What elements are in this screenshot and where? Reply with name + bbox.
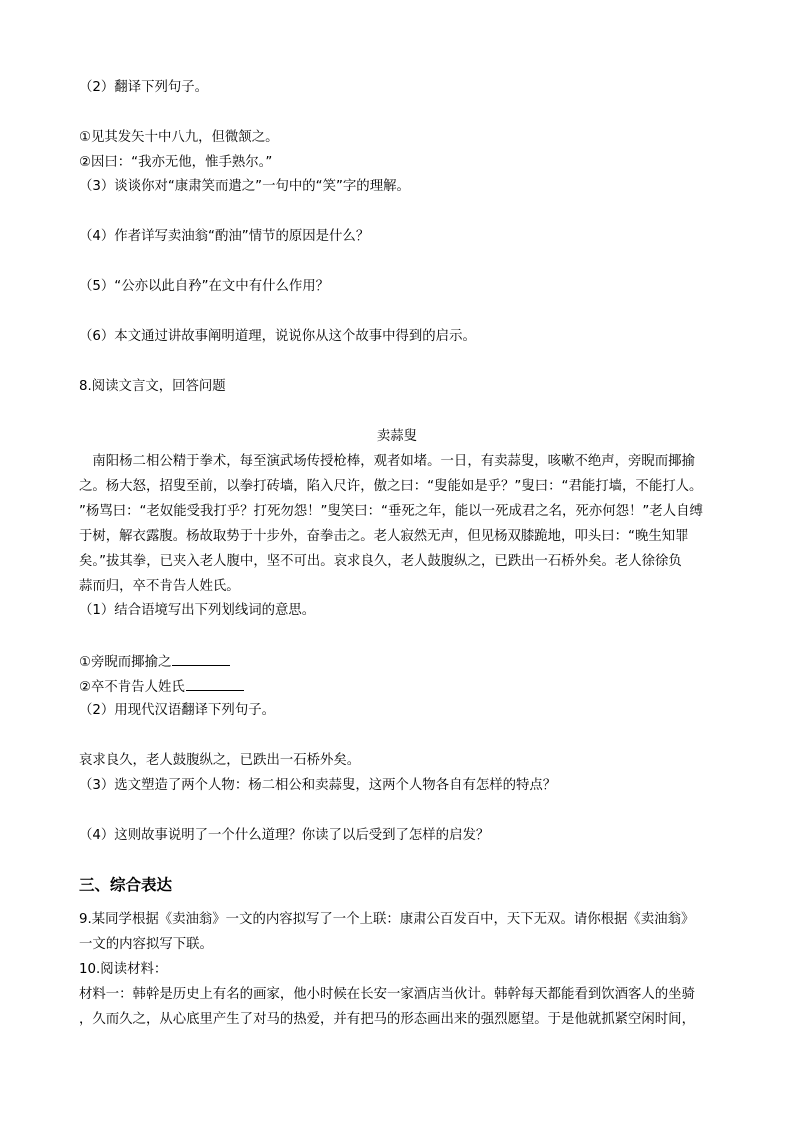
q8-sub2: （2）用现代汉语翻译下列句子。: [79, 703, 275, 718]
passage-line: 之。杨大怒，招叟至前，以拳打砖墙，陷入尺许，傲之曰：“叟能如是乎？”叟曰：“君能打墙，不能打人。: [79, 479, 703, 494]
passage-line: ”杨骂曰：“老奴能受我打乎？打死勿怨！”叟笑曰：“垂死之年，能以一死成君之名，死亦何怨！”老人自缚: [79, 504, 703, 519]
q8-sub1-item-2-text: ②卒不肯告人姓氏: [79, 680, 185, 695]
q8-sub4: （4）这则故事说明了一个什么道理？你读了以后受到了怎样的启发？: [79, 828, 490, 843]
q8-sub1-item-1: [79, 651, 230, 673]
passage-line: 南阳杨二相公精于拳术，每至演武场传授枪棒，观者如堵。一日，有卖蒜叟，咳嗽不绝声，旁睨而揶揄: [79, 454, 695, 469]
q7-sub6: （6）本文通过讲故事阐明道理，说说你从这个故事中得到的启示。: [79, 329, 476, 344]
q7-sub2-sentence-1: ①见其发矢十中八九，但微颔之。: [79, 130, 279, 145]
passage-line: 于树，解衣露腹。杨故取势于十步外，奋拳击之。老人寂然无声，但见杨双膝跪地，叩头曰：“晚生知罪: [79, 529, 689, 544]
answer-blank[interactable]: [186, 676, 244, 691]
q8-sub3: （3）选文塑造了两个人物：杨二相公和卖蒜叟，这两个人物各自有怎样的特点？: [79, 778, 557, 793]
passage-title: 卖蒜叟: [376, 429, 418, 444]
material-1-line-2: ，久而久之，从心底里产生了对马的热爱，并有把马的形态画出来的强烈愿望。于是他就抓紧空闲时间，: [79, 1012, 695, 1027]
q8-sub1-item-2: [79, 676, 244, 698]
material-1-line-1: 材料一：韩幹是历史上有名的画家，他小时候在长安一家酒店当伙计。韩幹每天都能看到饮酒客人的坐骑: [79, 987, 695, 1002]
q7-sub3: （3）谈谈你对“康肃笑而遣之”一句中的“笑”字的理解。: [79, 179, 410, 194]
answer-blank[interactable]: [172, 651, 230, 666]
q7-sub2-sentence-2: ②因曰：“我亦无他，惟手熟尔。”: [79, 155, 273, 170]
q9-line-2: 一文的内容拟写下联。: [79, 937, 213, 952]
passage-line: 矣。”拔其拳，已夹入老人腹中，坚不可出。哀求良久，老人鼓腹纵之，已跌出一石桥外矣。老人徐徐负: [79, 554, 682, 569]
q8-sub1-item-1-text: ①旁睨而揶揄之: [79, 655, 172, 670]
q7-sub2: （2）翻译下列句子。: [79, 80, 209, 95]
passage-line: 蒜而归，卒不肯告人姓氏。: [79, 579, 240, 594]
q7-sub5: （5）“公亦以此自矜”在文中有什么作用？: [79, 279, 330, 294]
q8-title: 8.阅读文言文，回答问题: [79, 379, 226, 394]
q8-sub2-sentence: 哀求良久，老人鼓腹纵之，已跌出一石桥外矣。: [79, 753, 361, 768]
q8-sub1: （1）结合语境写出下列划线词的意思。: [79, 603, 316, 618]
q7-sub4: （4）作者详写卖油翁“酌油”情节的原因是什么？: [79, 229, 370, 244]
q10-title: 10.阅读材料：: [79, 962, 168, 977]
q9-line-1: 9.某同学根据《卖油翁》一文的内容拟写了一个上联：康肃公百发百中，天下无双。请你根据《卖油翁》: [79, 912, 695, 927]
section-heading: 三、综合表达: [79, 876, 173, 894]
